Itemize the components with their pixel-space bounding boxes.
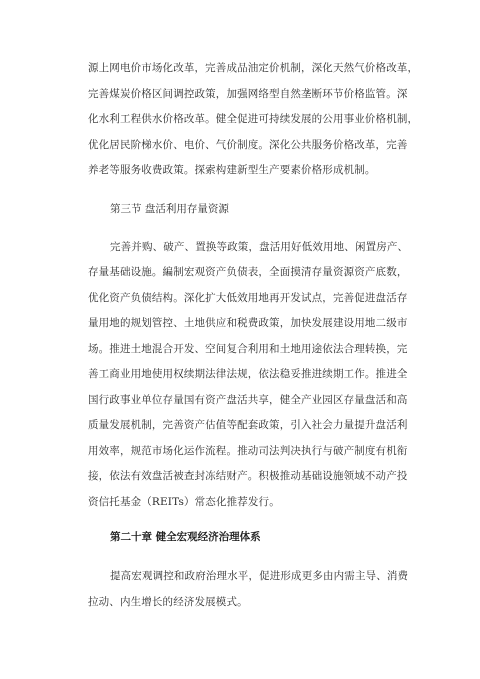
- text-line: 拉动、内生增长的经济发展模式。: [88, 595, 248, 608]
- text-line: 源上网电价市场化改革，完善成品油定价机制，深化天然气价格改革，: [88, 62, 419, 74]
- chapter-title: 第二十章 健全宏观经济治理体系: [110, 531, 261, 543]
- text-line: 场。推进土地混合开发、空间复合利用和土地用途依法合理转换，完: [88, 342, 408, 355]
- text-line: 资信托基金（REITs）常态化推荐发行。: [88, 495, 280, 508]
- text-line: 接，依法有效盘活被查封冻结财产。积极推动基础设施领域不动产投: [88, 470, 408, 482]
- section-title: 第三节 盘活利用存量资源: [110, 202, 229, 215]
- text-line: 善工商业用地使用权续期法律法规，依法稳妥推进续期工作。推进全: [88, 368, 408, 380]
- text-line: 完善煤炭价格区间调控政策，加强网络型自然垄断环节价格监管。深: [88, 87, 408, 100]
- text-line: 化水利工程供水价格改革。健全促进可持续发展的公用事业价格机制，: [88, 113, 419, 125]
- paragraph-price-reform: [88, 56, 419, 184]
- text-line: 完善并购、破产、置换等政策，盘活用好低效用地、闲置房产、: [110, 240, 409, 253]
- text-line: 优化居民阶梯水价、电价、气价制度。深化公共服务价格改革，完善: [88, 138, 408, 151]
- text-line: 国行政事业单位存量国有资产盘活共享，健全产业园区存量盘活和高: [88, 393, 408, 406]
- text-line: 存量基础设施。編制宏观资产负债表，全面摸清存量资源资产底数，: [88, 266, 408, 278]
- paragraph-macro-governance: [88, 564, 409, 615]
- text-line: 用效率，规范市场化运作流程。推动司法判决执行与破产制度有机衔: [88, 444, 408, 457]
- text-line: 质量发展机制，完善资产估值等配套政策，引入社会力量提升盘活利: [88, 419, 408, 431]
- text-line: 提高宏观调控和政府治理水平，促进形成更多由内需主导、消费: [110, 570, 409, 582]
- text-line: 优化资产负债结构。深化扩大低效用地再开发试点，完善促进盘活存: [88, 291, 408, 304]
- paragraph-stock-resources: [88, 235, 409, 516]
- text-line: 量用地的规划管控、土地供应和税费政策，加快发展建设用地二级市: [88, 317, 408, 329]
- text-line: 养老等服务收费政策。探索构建新型生产要素价格形成机制。: [88, 164, 376, 176]
